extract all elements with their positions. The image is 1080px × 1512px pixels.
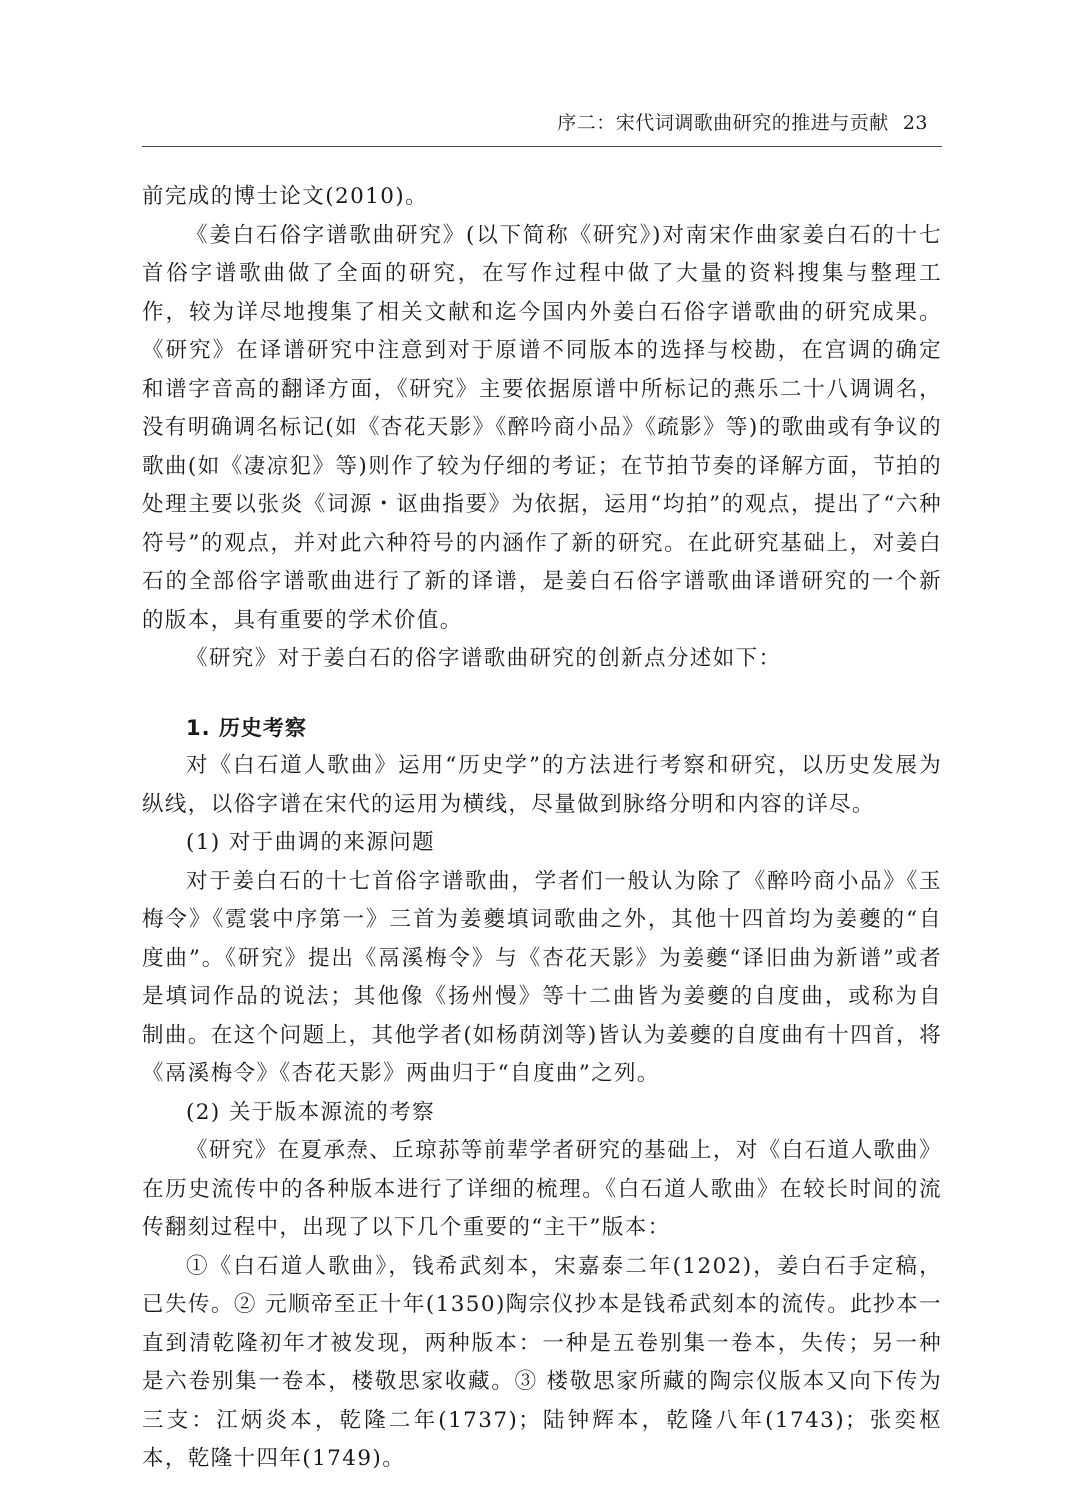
paragraph-melody-origin: 对于姜白石的十七首俗字谱歌曲，学者们一般认为除了《醉吟商小品》《玉梅令》《霓裳中序第一》三首为姜夔填词歌曲之外，其他十四首均为姜夔的“自度曲”。《研究》提出《鬲溪梅令》与《杏花天影》为姜夔“译旧曲为新谱”或者是填词作品的说法；其他像《扬州慢》等十二曲皆为姜夔的自度曲，或称为自制曲。在这个问题上，其他学者(如杨荫浏等)皆认为姜夔的自度曲有十四首，将《鬲溪梅令》《杏花天影》两曲归于“自度曲”之列。 bbox=[142, 868, 942, 1086]
paragraph-historical-method: 对《白石道人歌曲》运用“历史学”的方法进行考察和研究，以历史发展为纵线，以俗字谱在宋代的运用为横线，尽量做到脉络分明和内容的详尽。 bbox=[142, 753, 942, 817]
paragraph-edition-lineage: 《研究》在夏承焘、丘琼荪等前辈学者研究的基础上，对《白石道人歌曲》在历史流传中的各种版本进行了详细的梳理。《白石道人歌曲》在较长时间的流传翻刻过程中，出现了以下几个重要的“主干”版本： bbox=[142, 1138, 942, 1240]
paragraph-study-overview: 《姜白石俗字谱歌曲研究》(以下简称《研究》)对南宋作曲家姜白石的十七首俗字谱歌曲做了全面的研究，在写作过程中做了大量的资料搜集与整理工作，较为详尽地搜集了相关文献和迄今国内外姜白石俗字谱歌曲的研究成果。《研究》在译谱研究中注意到对于原谱不同版本的选择与校勘，在宫调的确定和谱字音高的翻译方面，《研究》主要依据原谱中所标记的燕乐二十八调调名，没有明确调名标记(如《杏花天影》《醉吟商小品》《疏影》等)的歌曲或有争议的歌曲(如《凄凉犯》等)则作了较为仔细的考证；在节拍节奏的译解方面，节拍的处理主要以张炎《词源・讴曲指要》为依据，运用“均拍”的观点，提出了“六种符号”的观点，并对此六种符号的内涵作了新的研究。在此研究基础上，对姜白石的全部俗字谱歌曲进行了新的译谱，是姜白石俗字谱歌曲译谱研究的一个新的版本，具有重要的学术价值。 bbox=[142, 222, 942, 633]
section-heading-historical-study: 1. 历史考察 bbox=[186, 715, 307, 740]
header-rule bbox=[142, 146, 942, 147]
running-header bbox=[557, 108, 928, 135]
subheading-edition-lineage: (2) 关于版本源流的考察 bbox=[186, 1099, 435, 1125]
page-body bbox=[142, 178, 942, 1479]
paragraph-innovations-intro: 《研究》对于姜白石的俗字谱歌曲研究的创新点分述如下： bbox=[186, 646, 782, 671]
paragraph-continuation: 前完成的博士论文(2010)。 bbox=[142, 184, 428, 209]
paragraph-edition-list: ①《白石道人歌曲》，钱希武刻本，宋嘉泰二年(1202)，姜白石手定稿，已失传。② 元顺帝至正十年(1350)陶宗仪抄本是钱希武刻本的流传。此抄本一直到清乾隆初年才被发现，两种版本：一种是五卷别集一卷本，失传；另一种是六卷别集一卷本，楼敬思家收藏。③ 楼敬思家所藏的陶宗仪版本又向下传为三支：江炳炎本，乾隆二年(1737)；陆钟辉本，乾隆八年(1743)；张奕枢本，乾隆十四年(1749)。 bbox=[142, 1253, 942, 1471]
page-number: 23 bbox=[902, 112, 928, 134]
subheading-melody-origin: (1) 对于曲调的来源问题 bbox=[186, 830, 435, 855]
running-title: 序二：宋代词调歌曲研究的推进与贡献 bbox=[557, 112, 889, 134]
